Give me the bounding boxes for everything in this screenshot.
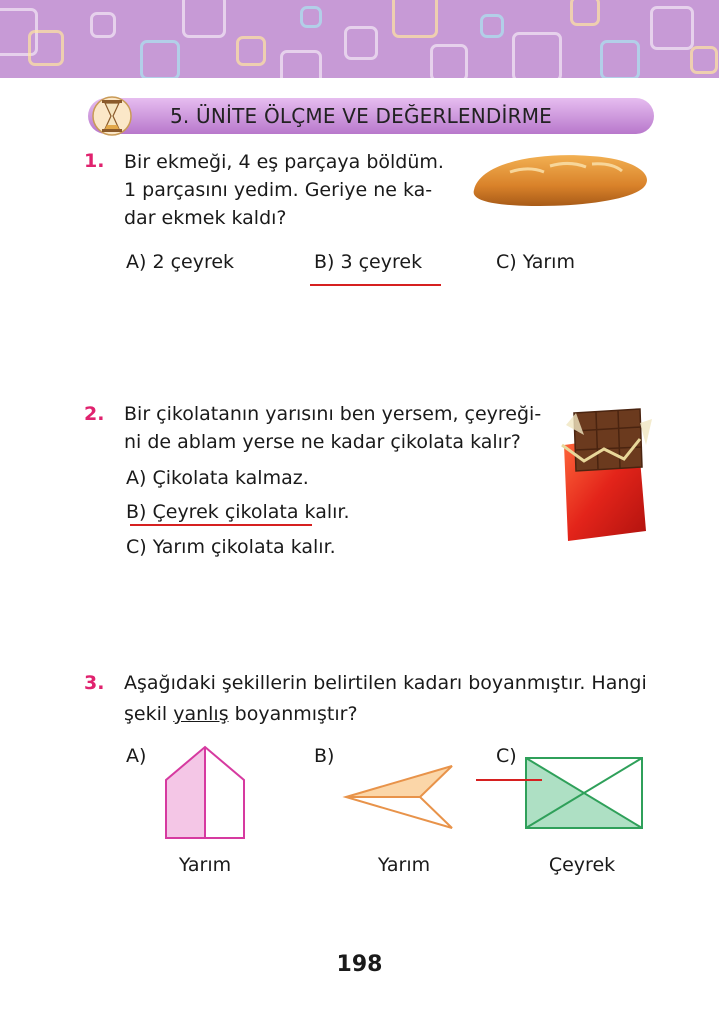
banner-square bbox=[480, 14, 504, 38]
figure-option-a[interactable]: A) bbox=[126, 745, 147, 767]
banner-square bbox=[344, 26, 378, 60]
answer-mark-line bbox=[310, 284, 441, 286]
question-text-line: dar ekmek kaldı? bbox=[124, 207, 287, 229]
banner-square bbox=[650, 6, 694, 50]
rectangle-diagonals-icon bbox=[524, 756, 644, 830]
banner-square bbox=[140, 40, 180, 78]
banner-square bbox=[236, 36, 266, 66]
arrow-kite-icon bbox=[340, 760, 458, 834]
option-a[interactable]: A) Çikolata kalmaz. bbox=[126, 467, 309, 489]
hourglass-icon bbox=[92, 94, 132, 138]
banner-square bbox=[690, 46, 718, 74]
figure-option-c[interactable]: C) bbox=[496, 745, 517, 767]
question-number: 1. bbox=[84, 150, 105, 172]
answer-mark-line bbox=[130, 524, 312, 526]
option-a[interactable]: A) 2 çeyrek bbox=[126, 251, 235, 273]
banner-square bbox=[512, 32, 562, 78]
question-number: 3. bbox=[84, 672, 105, 694]
bread-icon bbox=[470, 150, 652, 208]
question-text-line: ni de ablam yerse ne kadar çikolata kalır? bbox=[124, 431, 521, 453]
question-text-part: şekil bbox=[124, 703, 174, 725]
page-title: 5. ÜNİTE ÖLÇME VE DEĞERLENDİRME bbox=[170, 104, 553, 128]
banner-square bbox=[570, 0, 600, 26]
option-c[interactable]: C) Yarım çikolata kalır. bbox=[126, 536, 336, 558]
banner-square bbox=[90, 12, 116, 38]
question-text-line: 1 parçasını yedim. Geriye ne ka- bbox=[124, 179, 433, 201]
question-text-line: Aşağıdaki şekillerin belirtilen kadarı boyanmıştır. Hangi bbox=[124, 672, 647, 694]
banner-square bbox=[28, 30, 64, 66]
option-c[interactable]: C) Yarım bbox=[496, 251, 575, 273]
figure-caption: Yarım bbox=[377, 854, 431, 876]
banner-square bbox=[300, 6, 322, 28]
question-text-line: Bir çikolatanın yarısını ben yersem, çeyreği- bbox=[124, 403, 542, 425]
figure-caption: Yarım bbox=[178, 854, 232, 876]
figure-option-b[interactable]: B) bbox=[314, 745, 335, 767]
option-b[interactable]: B) Çeyrek çikolata kalır. bbox=[126, 501, 350, 523]
figure-caption: Çeyrek bbox=[548, 854, 616, 876]
banner-square bbox=[280, 50, 322, 78]
question-number: 2. bbox=[84, 403, 105, 425]
banner-square bbox=[600, 40, 640, 78]
banner-square bbox=[182, 0, 226, 38]
chocolate-bar-icon bbox=[554, 405, 654, 545]
banner-square bbox=[430, 44, 468, 78]
question-text-line: Bir ekmeği, 4 eş parçaya böldüm. bbox=[124, 151, 444, 173]
underlined-word: yanlış bbox=[173, 703, 229, 725]
header-banner bbox=[0, 0, 719, 78]
option-b[interactable]: B) 3 çeyrek bbox=[314, 251, 423, 273]
page-number: 198 bbox=[336, 952, 383, 977]
question-text-part: boyanmıştır? bbox=[228, 703, 358, 725]
answer-mark-line bbox=[476, 779, 542, 781]
question-text-line bbox=[124, 700, 358, 728]
house-pentagon-icon bbox=[160, 744, 250, 842]
banner-square bbox=[392, 0, 438, 38]
